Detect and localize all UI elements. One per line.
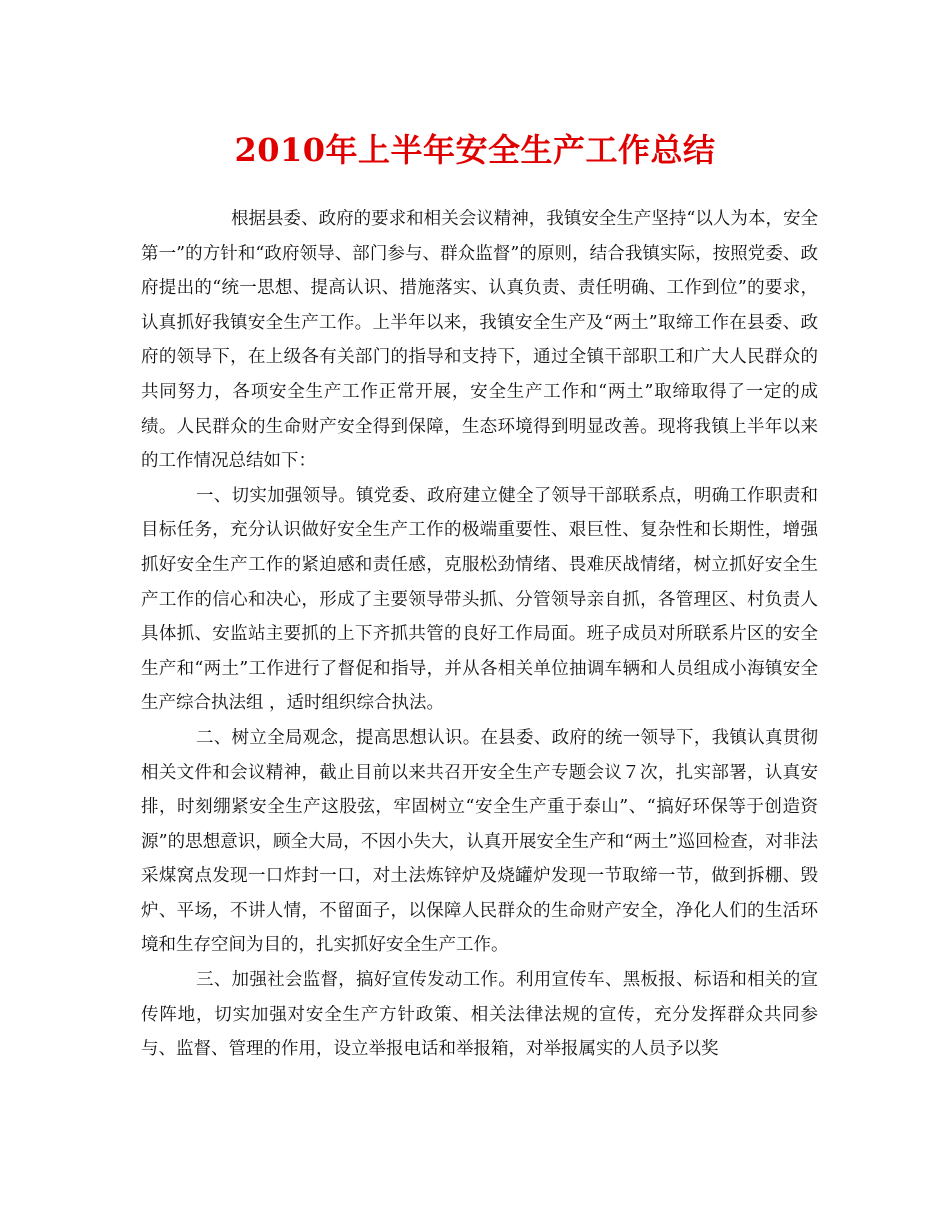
- paragraph-section-3: 三、加强社会监督，搞好宣传发动工作。利用宣传车、黑板报、标语和相关的宣传阵地，切实加强对安全生产方针政策、相关法律法规的宣传，充分发挥群众共同参与、监督、管理的作用，设立举报电话和举报箱，对举报属实的人员予以奖: [141, 970, 818, 1060]
- document-title: 2010年上半年安全生产工作总结: [234, 131, 716, 169]
- document-body: [141, 202, 818, 1067]
- paragraph-section-2: 二、树立全局观念，提高思想认识。在县委、政府的统一领导下，我镇认真贯彻相关文件和会议精神，截止目前以来共召开安全生产专题会议７次，扎实部署，认真安排，时刻绷紧安全生产这股弦，牢固树立“安全生产重于泰山”、“搞好环保等于创造资源”的思想意识，顾全大局，不因小失大，认真开展安全生产和“两土”巡回检查，对非法采煤窝点发现一口炸封一口，对土法炼锌炉及烧罐炉发现一节取缔一节，做到拆棚、毁炉、平场，不讲人情，不留面子，以保障人民群众的生命财产安全，净化人们的生活环境和生存空间为目的，扎实抓好安全生产工作。: [141, 727, 818, 956]
- paragraph-section-1: 一、切实加强领导。镇党委、政府建立健全了领导干部联系点，明确工作职责和目标任务，充分认识做好安全生产工作的极端重要性、艰巨性、复杂性和长期性，增强抓好安全生产工作的紧迫感和责任感，克服松劲情绪、畏难厌战情绪，树立抓好安全生产工作的信心和决心，形成了主要领导带头抓、分管领导亲自抓，各管理区、村负责人具体抓、安监站主要抓的上下齐抓共管的良好工作局面。班子成员对所联系片区的安全生产和“两土”工作进行了督促和指导，并从各相关单位抽调车辆和人员组成小海镇安全生产综合执法组 ，适时组织综合执法。: [141, 485, 818, 714]
- paragraph-intro: 根据县委、政府的要求和相关会议精神，我镇安全生产坚持“以人为本，安全第一”的方针和“政府领导、部门参与、群众监督”的原则，结合我镇实际，按照党委、政府提出的“统一思想、提高认识、措施落实、认真负责、责任明确、工作到位”的要求，认真抓好我镇安全生产工作。上半年以来，我镇安全生产及“两土”取缔工作在县委、政府的领导下，在上级各有关部门的指导和支持下，通过全镇干部职工和广大人民群众的共同努力，各项安全生产工作正常开展，安全生产工作和“两土”取缔取得了一定的成绩。人民群众的生命财产安全得到保障，生态环境得到明显改善。现将我镇上半年以来的工作情况总结如下：: [141, 209, 818, 472]
